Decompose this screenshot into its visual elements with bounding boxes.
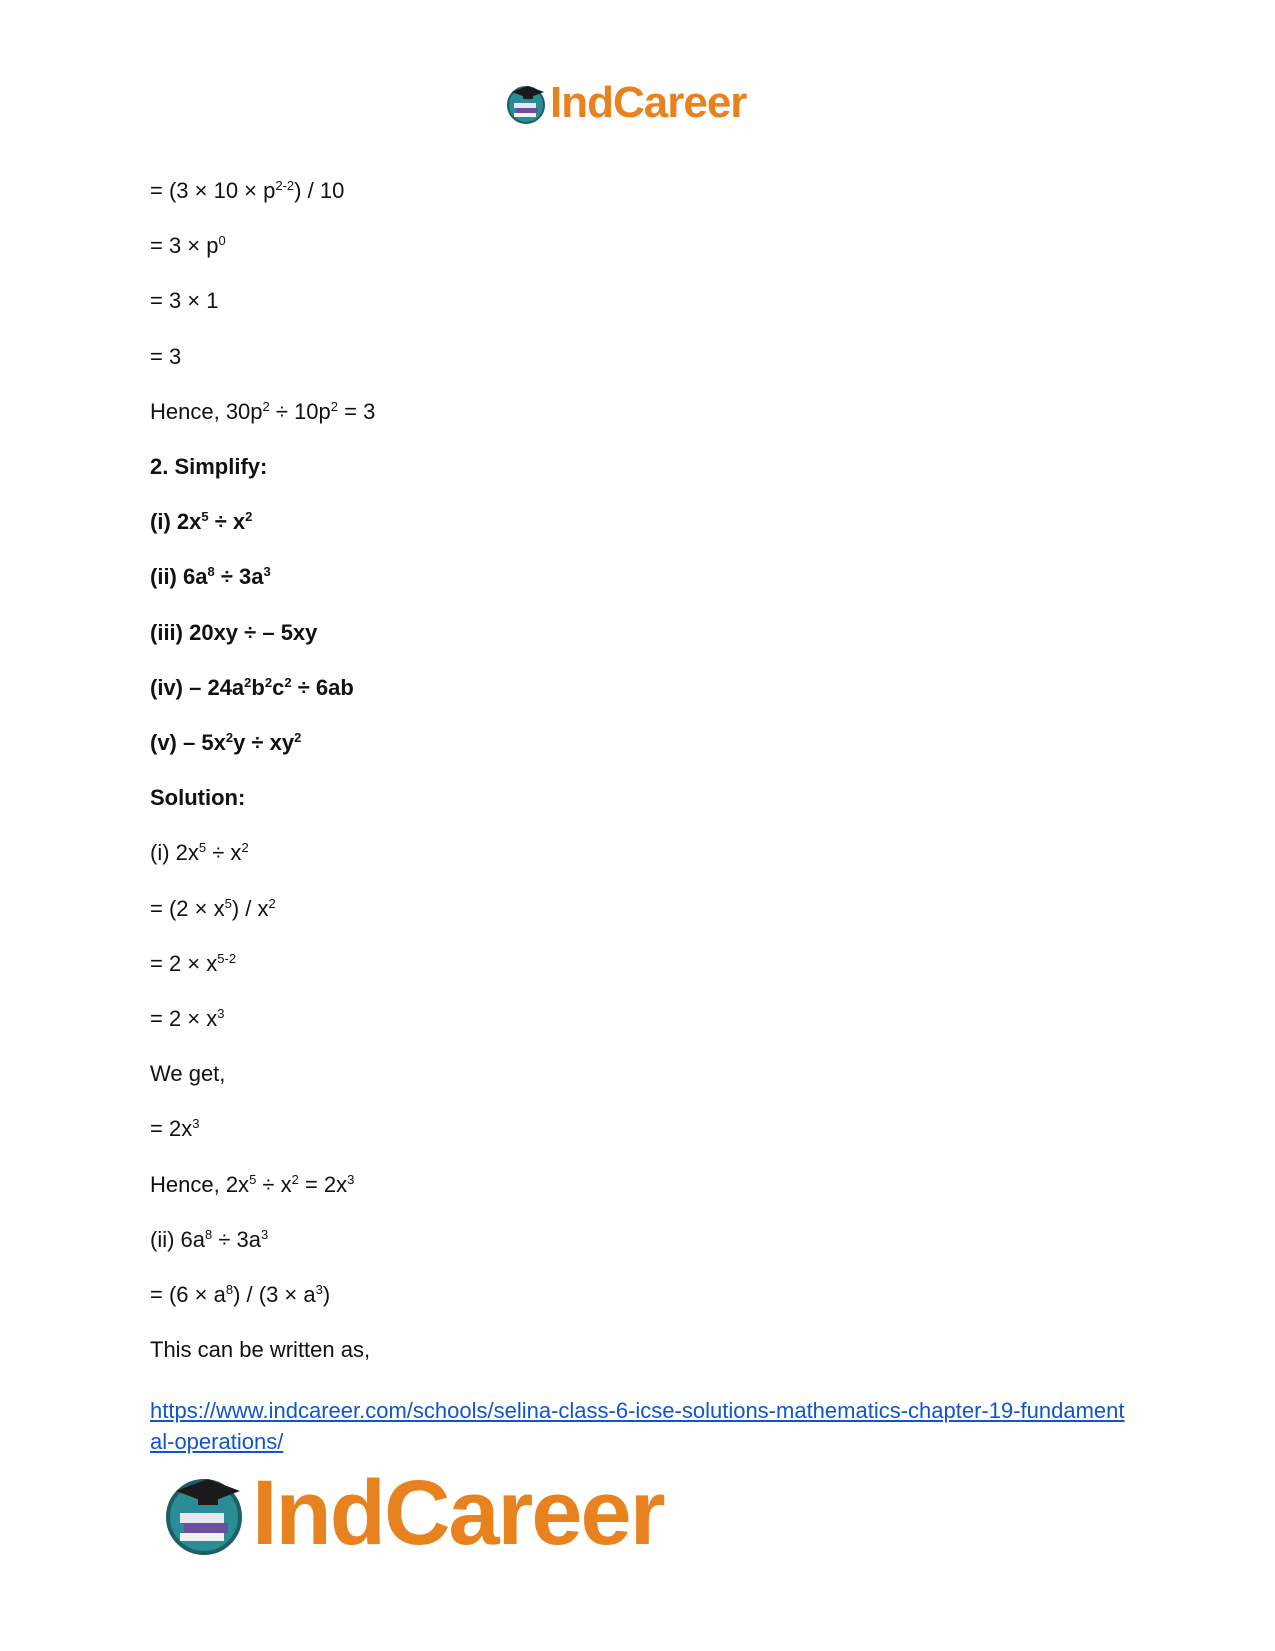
text-line: Hence, $30p^2 \div 10p^2 = 3$ bbox=[150, 398, 376, 424]
superscript: 5 bbox=[198, 840, 207, 856]
superscript: 8 bbox=[207, 564, 215, 580]
superscript: 3 bbox=[217, 1005, 225, 1021]
superscript: 8 bbox=[205, 1226, 213, 1242]
header-logo-text: IndCareer bbox=[550, 78, 747, 127]
superscript: 2 bbox=[284, 674, 292, 690]
superscript: 5 bbox=[224, 895, 232, 911]
text-line: = 3 × 1 bbox=[150, 288, 219, 314]
superscript: 2 bbox=[294, 729, 302, 745]
superscript: 2 bbox=[291, 1171, 299, 1187]
question-line: (i) $2x^5 \div x^2$ bbox=[150, 509, 253, 535]
superscript: 2 bbox=[241, 840, 249, 856]
graduation-globe-icon bbox=[160, 1469, 248, 1557]
superscript: 3 bbox=[315, 1281, 323, 1297]
superscript: 2 bbox=[225, 729, 234, 745]
superscript: 2 bbox=[262, 398, 270, 414]
superscript: 2 bbox=[244, 674, 252, 690]
question-line: $(iv) - 24a^2b^2c^2 \div 6ab$ bbox=[150, 674, 354, 700]
text-line: We get, bbox=[150, 1061, 226, 1087]
question-line: (iii) 20xy ÷ – 5xy bbox=[150, 619, 318, 645]
text-line: Hence, $2x^5 \div x^2 = 2x^3$ bbox=[150, 1171, 355, 1197]
text-line: = $2 \times x^{5-2}$ bbox=[150, 950, 237, 976]
text-line: = $2 \times x^3$ bbox=[150, 1005, 225, 1031]
footer-logo bbox=[160, 1462, 664, 1564]
text-line: = $(6 \times a^8) / (3 \times a^3)$ bbox=[150, 1281, 331, 1307]
text-line: = $2x^3$ bbox=[150, 1116, 200, 1142]
superscript: 3 bbox=[347, 1171, 355, 1187]
superscript: 5-2 bbox=[217, 950, 237, 966]
superscript: 3 bbox=[261, 1226, 269, 1242]
superscript: 3 bbox=[192, 1116, 200, 1132]
text-line: = $(2 \times x^5) / x^2$ bbox=[150, 895, 276, 921]
source-link[interactable]: https://www.indcareer.com/schools/selina-class-6-icse-solutions-mathematics-chapter-19-fundamental-operations/ bbox=[150, 1398, 1125, 1454]
superscript: 2 bbox=[264, 674, 273, 690]
question-line: (ii) $6a^8 \div 3a^3$ bbox=[150, 564, 271, 590]
question-line: Solution: bbox=[150, 785, 246, 811]
superscript: 5 bbox=[249, 1171, 257, 1187]
text-line: This can be written as, bbox=[150, 1337, 371, 1363]
graduation-globe-icon bbox=[504, 81, 548, 125]
superscript: 2 bbox=[245, 509, 253, 525]
text-line: = $3 \times p^0$ bbox=[150, 233, 226, 259]
superscript: 8 bbox=[225, 1281, 234, 1297]
footer-logo-text: IndCareer bbox=[252, 1462, 664, 1564]
superscript: 0 bbox=[218, 233, 226, 249]
text-line: (i) $2x^5 \div x^2$ bbox=[150, 840, 249, 866]
text-line: = $(3 \times 10 \times p^{2-2}) / 10$ bbox=[150, 177, 345, 203]
superscript: 2 bbox=[330, 398, 339, 414]
question-line: $(v) - 5x^2y \div xy^2$ bbox=[150, 729, 302, 755]
superscript: 3 bbox=[263, 564, 271, 580]
superscript: 2-2 bbox=[275, 177, 295, 193]
superscript: 5 bbox=[201, 509, 209, 525]
header-logo bbox=[504, 80, 746, 126]
question-line: 2. Simplify: bbox=[150, 454, 268, 479]
text-line: (ii) $6a^8 \div 3a^3$ bbox=[150, 1226, 269, 1252]
text-line: = 3 bbox=[150, 343, 182, 369]
superscript: 2 bbox=[268, 895, 276, 911]
